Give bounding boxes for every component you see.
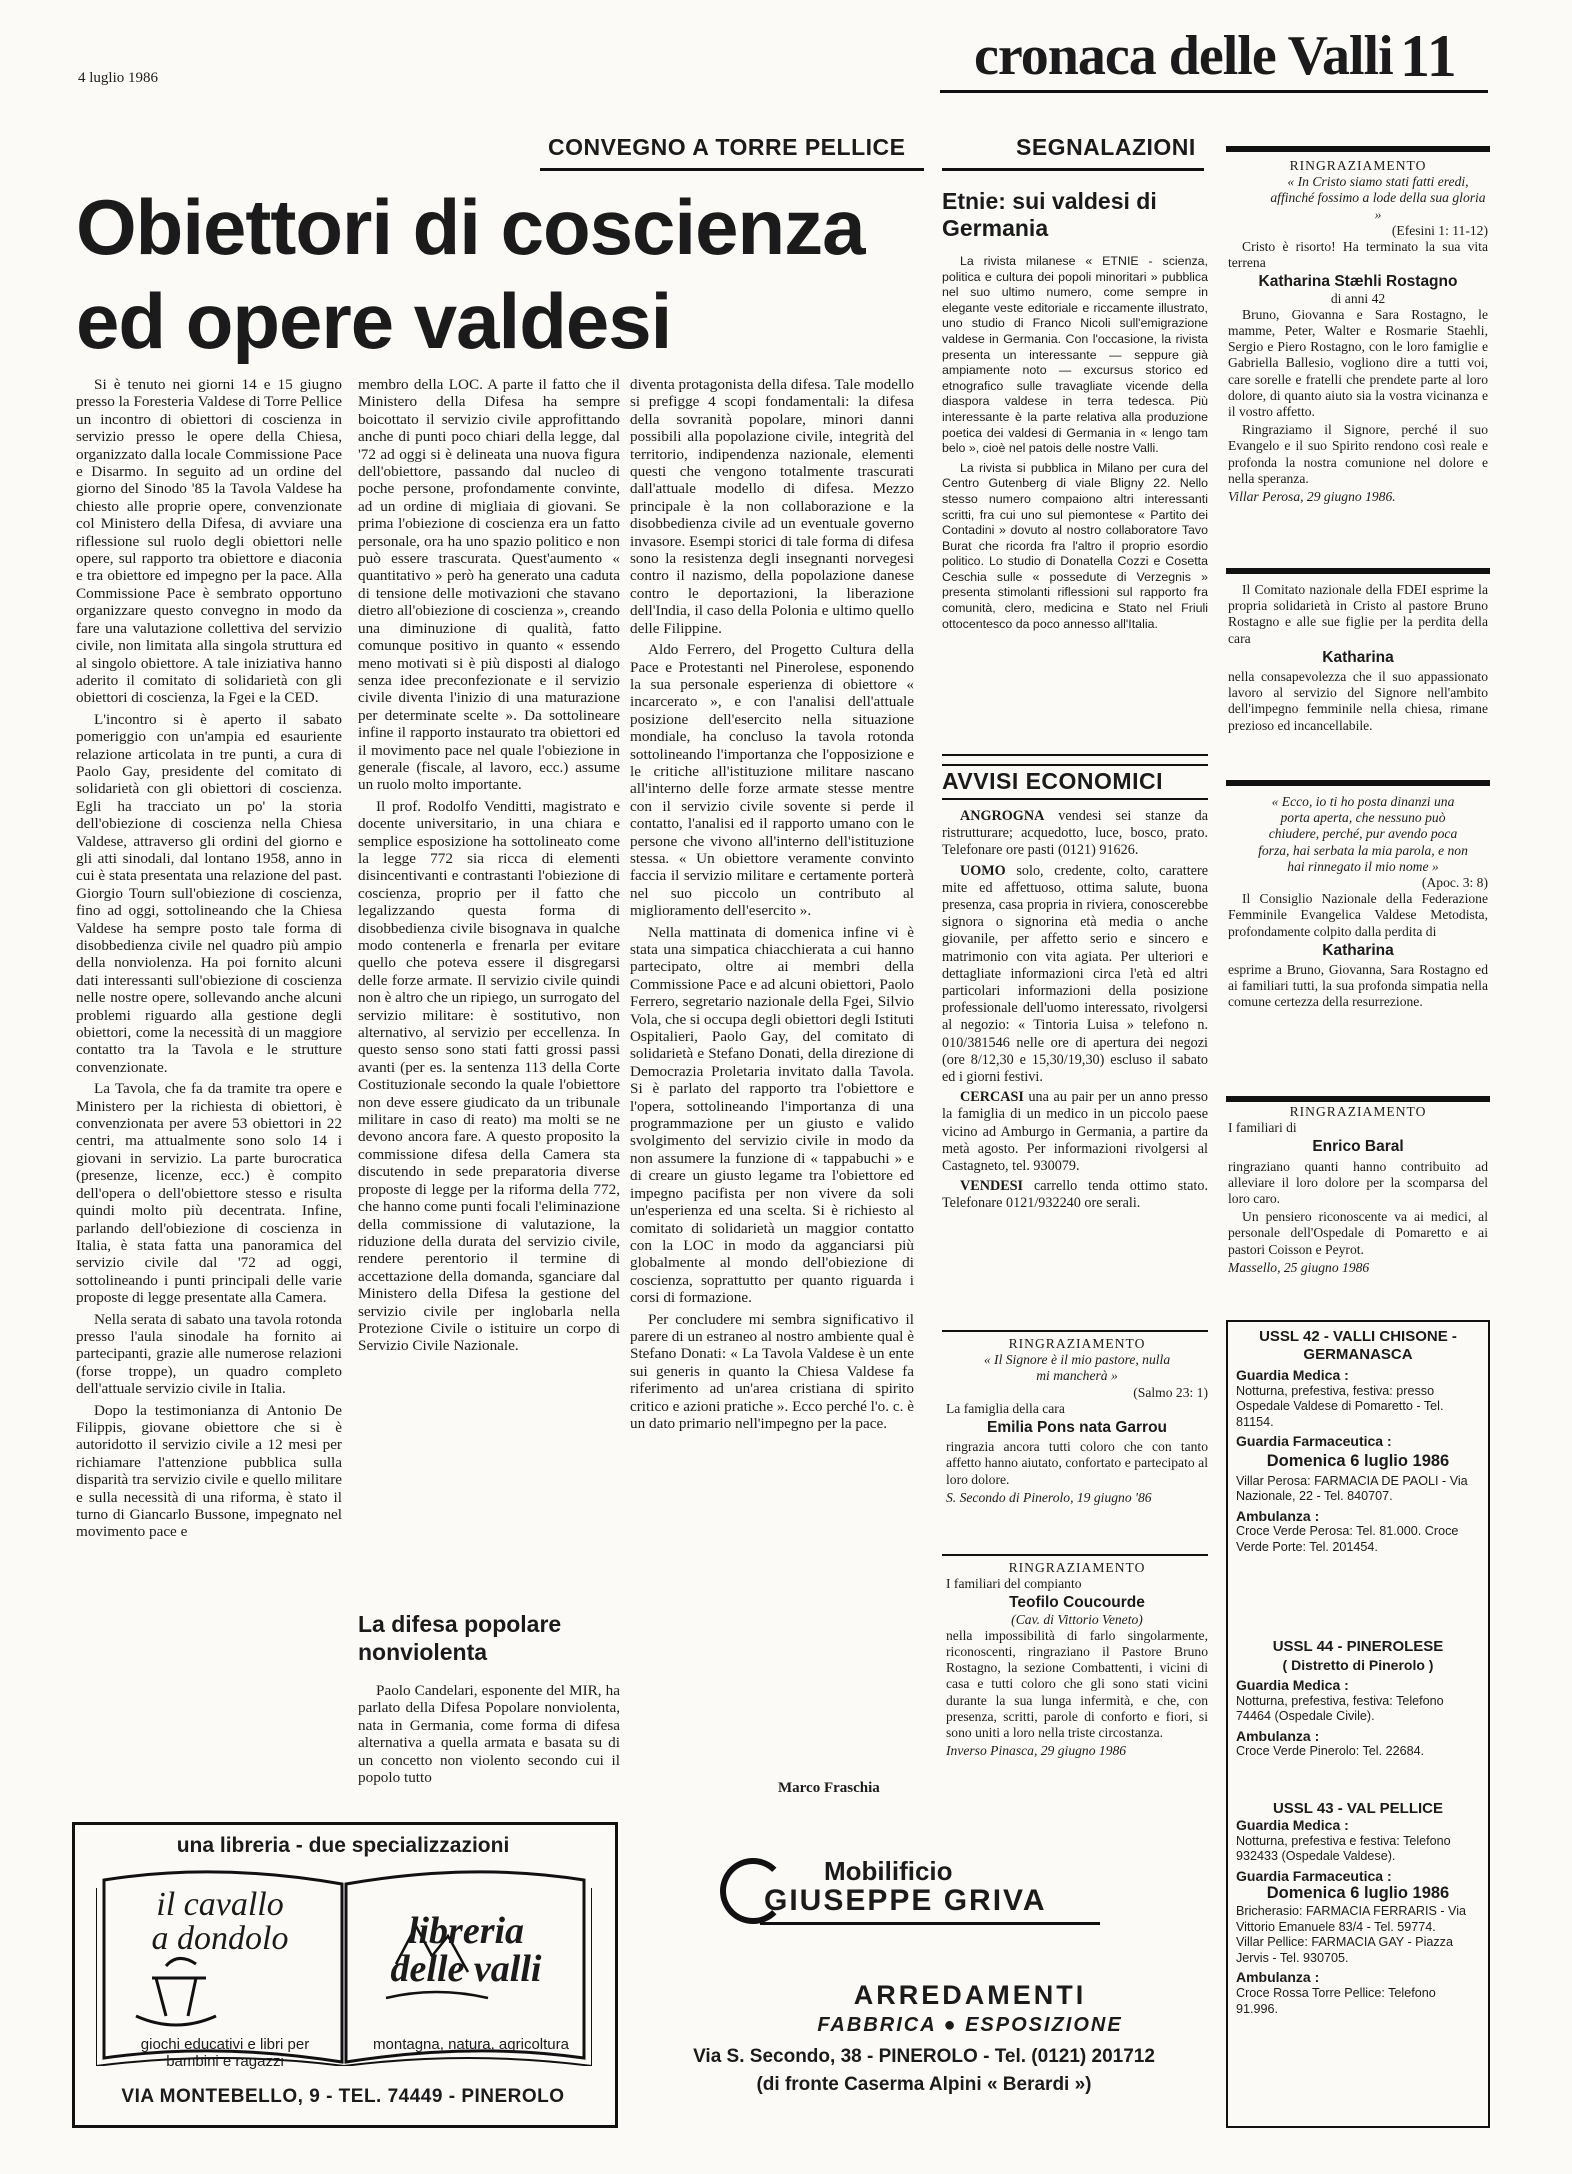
avviso-text: una au pair per un anno presso la famiglia di un medico in un piccolo paese vicino ad Amburgo in Germania, a partire da metà agosto. Per informazioni rivolgersi al Castagneto, tel. 930079. xyxy=(942,1089,1208,1175)
ad-libreria-address: VIA MONTEBELLO, 9 - TEL. 74449 - PINEROLO xyxy=(121,2086,565,2107)
avviso-lead: CERCASI xyxy=(960,1089,1024,1106)
notice-rule xyxy=(1226,780,1490,786)
article-paragraph: Si è tenuto nei giorni 14 e 15 giugno presso la Foresteria Valdese di Torre Pellice un incontro di obiettori di coscienza in servizio presso le opere della Chiesa, organizzato dalla locale Commissione Pace e Disarmo. In seguito ad un ordine del giorno del Sinodo '85 la Tavola Valdese ha chiesto alle proprie opere, convenzionate col Ministero della Difesa, di avviare una riflessione sul ruolo degli obiettori nelle opere, sul rapporto tra obiettore e diaconia e tra obiettore ed impegno per la pace. Alla Commissione Pace è sembrato opportuno organizzare questo convegno in modo da fare una valutazione collettiva del servizio civile, non limitata alla singola struttura ed al singolo obiettore. A tale iniziativa hanno aderito il comitato di solidarietà con gli obiettori di coscienza, la Fgei e la CED. xyxy=(76,376,342,707)
avvisi-list xyxy=(942,808,1208,1322)
article-subhead: La difesa popolare nonviolenta xyxy=(358,1611,562,1665)
etnie-title: Etnie: sui valdesi di Germania xyxy=(942,188,1157,241)
notice-coucourde xyxy=(946,1560,1208,1759)
notice-fevm xyxy=(1228,794,1488,1013)
ussl-44-amb-text: Croce Verde Pinerolo: Tel. 22684. xyxy=(1236,1744,1425,1759)
notice-name: Emilia Pons nata Garrou xyxy=(986,1419,1168,1437)
avviso-item xyxy=(942,863,1208,1087)
avviso-item xyxy=(942,808,1208,860)
notice-text: nella impossibilità di farlo singolarmente, riconoscenti, ringraziano il Pastore Bruno Rostagno, la sezione Combattenti, i vicini di casa e tutti coloro che gli sono stati vicini durante la sua lunga infermità, e che, con presenza, scritti, parole di conforto e fiori, si sono uniti a loro nella triste circostanza. xyxy=(946,1627,1208,1741)
section-label-convegno: CONVEGNO A TORRE PELLICE xyxy=(548,134,906,160)
avvisi-top-rule xyxy=(942,764,1208,766)
section-label-segnalazioni: SEGNALAZIONI xyxy=(1016,134,1196,160)
etnie-end-rule xyxy=(942,754,1208,756)
logo-libreria-desc: montagna, natura, agricoltura xyxy=(373,2036,569,2053)
etnie-paragraph: La rivista si pubblica in Milano per cura del Centro Gutenberg di viale Bligny 22. Nello stesso numero compaiono altri interessanti scritti, fra cui uno sul piemontese « Partito dei Contadini » dovuto al nostro collaboratore Tavo Burat che ricorda fra l'altro il proprio esordio politico. Lo studio di Donatella Cozzi e Cosetta Ceschia sulle « possedute di Verzegnis » presenta stimolanti riflessioni sul rapporto fra comunità, clero, medicina e Stato nel Friuli ottocentesco da poco annesso all'Italia. xyxy=(942,460,1208,631)
notice-title: RINGRAZIAMENTO xyxy=(1008,1336,1146,1351)
ussl-43 xyxy=(1236,1800,1480,2017)
notice-name: Katharina Stæhli Rostagno xyxy=(1258,273,1458,291)
ussl-43-amb-text: Croce Rossa Torre Pellice: Telefono 91.996. xyxy=(1236,1985,1436,2016)
ad-griva-line1: Mobilificio xyxy=(824,1856,953,1886)
article-paragraph: L'incontro si è aperto il sabato pomeriggio con un'ampia ed esauriente relazione articolata in tre punti, a cura di Paolo Gay, presidente del comitato di solidarietà con gli obiettori di coscienza. Egli ha tracciato un po' la storia dell'obiezione di coscienza nella Chiesa Valdese, attraverso gli ordini del giorno e gli atti sinodali, dal lontano 1958, anno in cui è stata presentata una relazione del past. Giorgio Tourn sull'obiezione di coscienza, fino ad oggi, sottolineando che la Chiesa Valdese ha sempre posto tale forma di disobbedienza civile nel quadro più ampio della nonviolenza. Ha poi fornito alcuni dati interessanti sull'obiezione di coscienza nelle nostre opere, sollevando anche alcuni problemi riguardo alla gestione degli obiettori, come la necessità di un maggiore contatto tra la Tavola e le strutture convenzionate. xyxy=(76,710,342,1076)
notice-rule xyxy=(1226,1096,1490,1102)
avviso-lead: VENDESI xyxy=(960,1178,1024,1195)
notice-text: Ringraziamo il Signore, perché il suo Evangelo e il suo Spirito rendono così reale e profonda la nostra comunione nel dolore e nella speranza. xyxy=(1228,422,1488,486)
notice-age: di anni 42 xyxy=(1330,290,1386,306)
article-title-line1: Obiettori di coscienza xyxy=(76,183,865,271)
article-author: Marco Fraschia xyxy=(778,1780,880,1796)
notice-baral xyxy=(1228,1104,1488,1276)
ad-griva-line3: ARREDAMENTI xyxy=(853,1980,1087,2010)
ussl-44-gm: Guardia Medica : xyxy=(1236,1677,1349,1693)
notice-pons xyxy=(946,1336,1208,1506)
etnie-paragraph: La rivista milanese « ETNIE - scienza, politica e cultura dei popoli minoritari » pubblica nel suo ultimo numero, come sempre in elegante veste editoriale e riccamente illustrato, uno studio di Franco Nicoli sull'emigrazione valdese in Germania. Con l'occasione, la rivista presenta un interessante — seppure già ampiamente noto — excursus storico ed etnografico sulle travagliate vicende della diaspora valdese in terra tedesca. Più interessante è la parte relativa alla produzione poetica dei valdesi di Germania in « lengo tam belo », cioè nel patois delle nostre Valli. xyxy=(942,254,1208,456)
article-paragraph: membro della LOC. A parte il fatto che il Ministero della Difesa ha sempre boicottato il servizio civile approfittando anche di punti poco chiari della legge, dal '72 ad oggi si è delineata una nuova figura dell'obiettore, passando dal nucleo di poche persone, profondamente convinte, ad un ordine di migliaia di giovani. Se prima l'obiezione di coscienza era un fatto personale, ora ha uno spazio politico e non può essere trascurata. Quest'aumento « quantitativo » però ha generato una caduta di tensione delle motivazioni che stavano dietro all'obiezione di coscienza », creando una diminuzione di qualità, fatto comunque positivo in quanto « essendo meno motivati si è più disposti al dialogo senza idee preconfezionate e il servizio civile diventa l'inizio di una maturazione per determinate scelte ». Da sottolineare infine il rapporto instaurato tra obiettori ed il movimento pace nel quale l'obiezione in generale (fiscale, al lavoro, ecc.) assume un ruolo molto importante. xyxy=(358,376,620,794)
notice-text: Il Consiglio Nazionale della Federazione Femminile Evangelica Valdese Metodista, profondamente colpito dalla perdita di xyxy=(1228,891,1488,939)
notice-text: Bruno, Giovanna e Sara Rostagno, le mamme, Peter, Walter e Rosmarie Staehli, Sergio e Piero Rostagno, con le loro famiglie e Gabriella Ballesio, vogliono dire a tutti voi, care sorelle e fratelli che prendete parte al loro dolore, di quanto aiuto sia la vostra vicinanza e il vostro affetto. xyxy=(1228,306,1488,420)
ussl-42 xyxy=(1236,1328,1480,1556)
notice-rule xyxy=(942,1330,1208,1332)
article-paragraph: Nella serata di sabato una tavola rotonda presso l'aula sinodale ha fornito ai partecipanti, grazie alle numerose relazioni (forse troppe), un quadro completo dell'attuale servizio civile in Italia. xyxy=(76,1310,342,1398)
ussl-43-gm-text: Notturna, prefestiva e festiva: Telefono 932433 (Ospedale Valdese). xyxy=(1236,1833,1451,1864)
logo-cavallo-desc: giochi educativi e libri per bambini e ragazzi xyxy=(140,2036,310,2070)
section-rule-left xyxy=(540,168,924,171)
notice-name: Teofilo Coucourde xyxy=(1009,1594,1145,1612)
avviso-lead: UOMO xyxy=(960,862,1006,879)
ad-griva-line2: GIUSEPPE GRIVA xyxy=(764,1884,1047,1917)
notice-rule xyxy=(1226,568,1490,574)
ussl-43-amb: Ambulanza : xyxy=(1236,1969,1320,1986)
ussl-42-amb-text: Croce Verde Perosa: Tel. 81.000. Croce Verde Porte: Tel. 201454. xyxy=(1236,1524,1459,1554)
notice-verse: « In Cristo siamo stati fatti eredi, affinché fossimo a lode della sua gloria » xyxy=(1270,174,1486,222)
etnie-body xyxy=(942,254,1208,766)
griva-rule xyxy=(760,1922,1100,1925)
notice-ref: (Salmo 23: 1) xyxy=(1133,1384,1208,1400)
notice-place: Inverso Pinasca, 29 giugno 1986 xyxy=(946,1743,1127,1759)
notice-fdei xyxy=(1228,582,1488,736)
page-number: 11 xyxy=(1400,23,1457,89)
article-paragraph: Il prof. Rodolfo Venditti, magistrato e docente universitario, in una chiara e semplice esposizione ha sottolineato come la legge 772 sia ricca di elementi disincentivanti e contrastanti l'obiezione di coscienza, proprio per il fatto che legalizzando questa forma di disobbedienza civile bisognava in qualche modo contenerla e frenarla per evitare quello che poteva essere il disgregarsi delle forze armate. Il servizio civile quindi non è altro che un ripiego, un surrogato del servizio militare: è sostitutivo, non alternativo, al servizio per eccellenza. In questo senso sono stati fatti grossi passi avanti (per es. la sentenza 113 della Corte Costituzionale secondo la quale l'obiettore non deve essere giudicato da un tribunale militare in caso di reato) ma molti se ne devono ancora fare. A questo proposito la commissione difesa della Camera sta discutendo in sede preparatoria diverse proposte di legge per la riforma della 772, che hanno come punti focali l'eliminazione della commissione di valutazione, la riduzione della durata del servizio civile, rendere perentorio il termine di accettazione della domanda, sganciare dal Ministero della Difesa la gestione del servizio civile per inglobarla nella Protezione Civile o istituire un corpo di Servizio Civile Nazionale. xyxy=(358,797,620,1355)
article-paragraph: Nella mattinata di domenica infine vi è stata una simpatica chiacchierata a cui hanno partecipato, oltre ai membri della Commissione Pace e ad alcuni obiettori, Paolo Ferrero, segretario nazionale della Fgei, Silvio Vola, che si occupa degli obiettori degli Istituti Ospitalieri, Paolo Gay, del comitato di solidarietà e Stefano Donati, della direzione di Democrazia Proletaria invitato dalla Tavola. Si è parlato del rapporto tra l'obiettore e l'opera, sottolineando l'importanza di una programmazione per un giusto e valido svolgimento del servizio civile in modo da non assumere la funzione di « tappabuchi » e di creare un giusto legame tra l'obiettore ed impegno pacifista per non vivere da soli un'esperienza ed una scelta. Si è richiesto al comitato di solidarietà un maggior contatto con la LOC in modo da agganciarsi più globalmente al mondo dell'obiezione di coscienza, soprattutto per quanto riguarda i corsi di formazione. xyxy=(630,923,914,1307)
avviso-item xyxy=(942,1178,1208,1212)
article-column-2b xyxy=(358,1682,620,1794)
logo-libreria-line2: delle valli xyxy=(390,1948,542,1990)
ussl-42-amb: Ambulanza : xyxy=(1236,1507,1320,1524)
logo-libreria-line1: libreria xyxy=(407,1910,525,1952)
ad-griva-line5: Via S. Secondo, 38 - PINEROLO - Tel. (0121) 201712 xyxy=(693,2046,1155,2067)
header-rule xyxy=(940,90,1488,93)
article-paragraph: Dopo la testimonianza di Antonio De Filippis, giovane obiettore che si è autoridotto il servizio civile a 12 mesi per richiamare l'attenzione pubblica sulla disparità tra servizio civile e quello militare e sulla necessità di una riforma, è stato il turno di Giancarlo Bussone, impegnato nel movimento pace e xyxy=(76,1401,342,1541)
logo-cavallo-line2: a dondolo xyxy=(151,1920,289,1957)
avvisi-title-rule xyxy=(942,798,1208,800)
notice-rank: (Cav. di Vittorio Veneto) xyxy=(1011,1611,1143,1627)
ussl-43-title: USSL 43 - VAL PELLICE xyxy=(1272,1800,1444,1817)
notice-intro: I familiari del compianto xyxy=(946,1576,1082,1592)
notice-title: RINGRAZIAMENTO xyxy=(1008,1560,1146,1575)
avvisi-title: AVVISI ECONOMICI xyxy=(942,768,1163,794)
section-rule-right xyxy=(942,168,1204,171)
ussl-44-sub: ( Distretto di Pinerolo ) xyxy=(1282,1657,1434,1673)
article-column-1 xyxy=(76,376,342,1794)
notice-text: nella consapevolezza che il suo appassionato lavoro al servizio del Signore nell'ambito dell'impegno femminile nella chiesa, rimane prezioso ed incancellabile. xyxy=(1228,669,1488,733)
ad-libreria-title: una libreria - due specializzazioni xyxy=(176,1834,510,1857)
article-paragraph: Paolo Candelari, esponente del MIR, ha parlato della Difesa Popolare nonviolenta, nata in Germania, come forma di difesa alternativa a quella armata e basata su di un concetto non violento secondo cui il popolo tutto xyxy=(358,1682,620,1787)
notice-text: ringrazia ancora tutti coloro che con tanto affetto hanno aiutato, confortato e partecipato al loro dolore. xyxy=(946,1439,1208,1487)
article-paragraph: Per concludere mi sembra significativo il parere di un estraneo al nostro ambiente qual è Stefano Donati: « La Tavola Valdese è un ente sui generis in quanto la Chiesa Valdese fa riferimento ad un'area cristiana di spirito critico e azioni pratiche ». Ecco perché l'o. c. è un dato primario nell'impegno per la pace. xyxy=(630,1310,914,1432)
notice-ref: (Efesini 1: 11-12) xyxy=(1391,222,1488,238)
notice-text: Un pensiero riconoscente va ai medici, al personale dell'Ospedale di Pomaretto e ai pastori Coisson e Peyrot. xyxy=(1228,1209,1488,1257)
article-paragraph: La Tavola, che fa da tramite tra opere e Ministero per la richiesta di obiettori, è convenzionata per avere 53 obiettori in 22 centri, ma attualmente sono solo 14 i giovani in servizio. La parte burocratica (presenze, licenze, ecc.) è compito dell'opera o dell'obiettore stesso e risulta quindi molto più decentrata. Infine, parlando dell'obiezione di coscienza in Italia, è stata fatta una panoramica del servizio civile dal '72 ad oggi, sottolineando i punti principali delle varie proposte di legge presentate alla Camera. xyxy=(76,1080,342,1307)
notice-verse: « Ecco, io ti ho posta dinanzi una porta aperta, che nessuno può chiudere, perché, pur avendo poca forza, hai serbata la mia parola, e non hai rinnegato il mio nome » xyxy=(1258,794,1468,874)
issue-date: 4 luglio 1986 xyxy=(78,70,159,86)
article-title-line2: ed opere valdesi xyxy=(76,277,672,365)
ussl-43-gf: Guardia Farmaceutica : xyxy=(1236,1867,1392,1884)
notice-title: RINGRAZIAMENTO xyxy=(1289,1104,1427,1119)
ussl-43-farm1: Bricherasio: FARMACIA FERRARIS - Via Vittorio Emanuele 83/4 - Tel. 59774. xyxy=(1236,1903,1467,1934)
notice-stachli xyxy=(1228,158,1488,505)
notice-intro: Cristo è risorto! Ha terminato la sua vita terrena xyxy=(1228,239,1488,271)
ussl-43-gm: Guardia Medica : xyxy=(1236,1817,1349,1833)
ussl-44-title: USSL 44 - PINEROLESE xyxy=(1272,1638,1444,1655)
ussl-42-farm: Villar Perosa: FARMACIA DE PAOLI - Via Nazionale, 22 - Tel. 840707. xyxy=(1236,1473,1468,1504)
notice-intro: La famiglia della cara xyxy=(946,1400,1065,1416)
notice-ref: (Apoc. 3: 8) xyxy=(1421,875,1488,891)
ussl-42-gf: Guardia Farmaceutica : xyxy=(1236,1433,1392,1450)
notice-rule xyxy=(1226,146,1490,152)
ussl-44 xyxy=(1236,1638,1480,1760)
notice-title: RINGRAZIAMENTO xyxy=(1289,158,1427,173)
ussl-44-gm-text: Notturna, prefestiva, festiva: Telefono 74464 (Ospedale Civile). xyxy=(1236,1693,1444,1724)
ussl-42-title: USSL 42 - VALLI CHISONE - GERMANASCA xyxy=(1259,1328,1457,1363)
article-paragraph: diventa protagonista della difesa. Tale modello si prefigge 4 scopi fondamentali: la difesa della sovranità popolare, minori danni possibili alla popolazione civile, integrità del territorio, indipendenza nazionale, elementi questi che vengono totalmente trascurati dall'attuale modello di difesa. Mezzo principale è la non collaborazione e la disobbedienza civile ad un eventuale governo invasore. Esempi storici di tale forma di difesa sono la resistenza degli insegnanti norvegesi contro il nazismo, della popolazione danese contro le deportazioni, la liberazione dell'India, il caso della Polonia e ultimo quello delle Filippine. xyxy=(630,376,914,637)
notice-name: Enrico Baral xyxy=(1312,1138,1404,1156)
avviso-lead: ANGROGNA xyxy=(960,808,1045,824)
notice-text: ringraziano quanti hanno contribuito ad alleviare il loro dolore per la scomparsa del loro caro. xyxy=(1228,1158,1488,1207)
ad-griva-line4: FABBRICA ● ESPOSIZIONE xyxy=(817,2014,1123,2036)
ussl-44-amb: Ambulanza : xyxy=(1236,1727,1320,1744)
ad-griva-line6: (di fronte Caserma Alpini « Berardi ») xyxy=(756,2074,1092,2095)
article-column-3 xyxy=(630,376,914,1776)
masthead: cronaca delle Valli xyxy=(974,25,1393,87)
notice-place: S. Secondo di Pinerolo, 19 giugno '86 xyxy=(946,1489,1152,1505)
avviso-text: vendesi sei stanze da ristrutturare; acquedotto, luce, bosco, prato. Telefonare ore pasti (0121) 91626. xyxy=(942,808,1208,859)
ussl-42-date: Domenica 6 luglio 1986 xyxy=(1266,1451,1450,1470)
article-column-2 xyxy=(358,376,620,1598)
notice-name: Katharina xyxy=(1322,648,1394,666)
notice-verse: « Il Signore è il mio pastore, nulla mi mancherà » xyxy=(983,1352,1171,1384)
notice-intro: I familiari di xyxy=(1228,1120,1297,1136)
notice-place: Villar Perosa, 29 giugno 1986. xyxy=(1228,489,1396,505)
notice-text: Il Comitato nazionale della FDEI esprime la propria solidarietà in Cristo al pastore Bruno Rostagno e alle sue figlie per la perdita della cara xyxy=(1228,582,1488,646)
ussl-42-gm: Guardia Medica : xyxy=(1236,1367,1349,1383)
ussl-43-farm2: Villar Pellice: FARMACIA GAY - Piazza Jervis - Tel. 930705. xyxy=(1236,1935,1453,1965)
logo-cavallo-line1: il cavallo xyxy=(156,1886,284,1923)
avviso-item xyxy=(942,1089,1208,1175)
notice-text: esprime a Bruno, Giovanna, Sara Rostagno ed ai familiari tutti, la sua profonda simpatia nella comune certezza della resurrezione. xyxy=(1228,962,1488,1010)
article-paragraph: Aldo Ferrero, del Progetto Cultura della Pace e Protestanti nel Pinerolese, esponendo la sua personale esperienza di obiettore « incarcerato », e con l'analisi dell'attuale posizione dell'esercito nella situazione mondiale, ha concluso la tavola rotonda sottolineando l'importanza che l'opposizione e le critiche all'istituzione militare nascano all'interno delle forze armate stesse mentre con il servizio civile sovente si perde il contatto, l'analisi ed il rapporto umano con le persone che vivono all'interno dell'istituzione stessa. « Un obiettore veramente convinto faccia il servizio militare e certamente porterà nel suo piccolo un contributo al miglioramento dell'esercito ». xyxy=(630,641,914,920)
avviso-text: carrello tenda ottimo stato. Telefonare 0121/932240 ore serali. xyxy=(942,1178,1208,1212)
ussl-42-gm-text: Notturna, prefestiva, festiva: presso Ospedale Valdese di Pomaretto - Tel. 81154. xyxy=(1236,1383,1444,1429)
notice-name: Katharina xyxy=(1322,941,1394,959)
notice-place: Massello, 25 giugno 1986 xyxy=(1228,1259,1370,1275)
notice-rule xyxy=(942,1554,1208,1556)
ussl-43-date: Domenica 6 luglio 1986 xyxy=(1266,1884,1450,1903)
avviso-text: solo, credente, colto, carattere mite ed affettuoso, ottima salute, buona presenza, casa propria in riviera, conoscerebbe signora o signorina età media o anche giovanile, per affetto serio e sincero e matrimonio con vita agiata. Per ulteriori e dettagliate informazioni circa l'età ed altri particolari informazioni della posizione professionale dell'uomo interessato, rivolgersi al negozio: « Tintoria Luisa » telefono n. 010/381546 nelle ore di apertura dei negozi (ore 8/12,30 e 15,30/19,30) escluso il sabato ed i giorni festivi. xyxy=(942,862,1208,1086)
